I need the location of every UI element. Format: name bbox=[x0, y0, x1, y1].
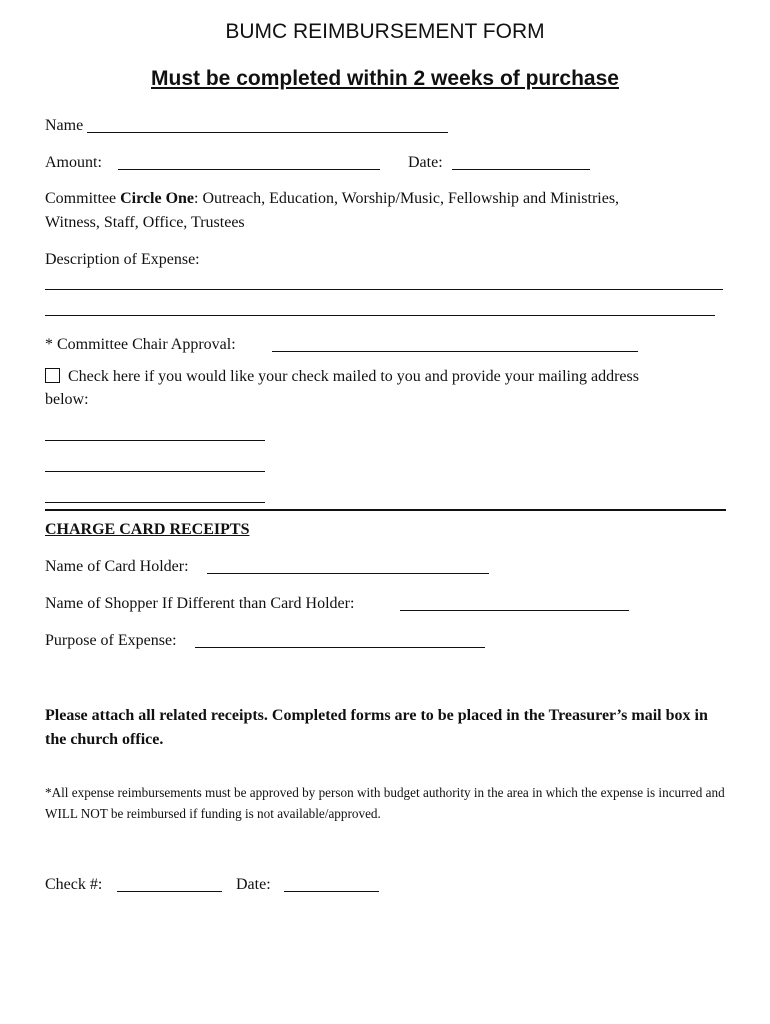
description-line-2[interactable] bbox=[45, 315, 715, 316]
committee-circle-one: Circle One bbox=[120, 190, 195, 207]
name-row bbox=[45, 117, 83, 135]
purpose-field[interactable] bbox=[195, 647, 485, 648]
card-holder-field[interactable] bbox=[207, 573, 489, 574]
address-line-3[interactable] bbox=[45, 502, 265, 503]
shopper-label: Name of Shopper If Different than Card Holder: bbox=[45, 595, 355, 612]
mail-check-text: Check here if you would like your check mailed to you and provide your mailing address bbox=[68, 368, 639, 385]
check-number-field[interactable] bbox=[117, 891, 222, 892]
address-line-1[interactable] bbox=[45, 440, 265, 441]
amount-label: Amount: bbox=[45, 154, 102, 171]
purpose-label: Purpose of Expense: bbox=[45, 632, 177, 649]
footer-date-label: Date: bbox=[236, 876, 271, 893]
description-line-1[interactable] bbox=[45, 289, 723, 290]
mail-check-row bbox=[45, 368, 639, 386]
shopper-field[interactable] bbox=[400, 610, 629, 611]
form-title: BUMC REIMBURSEMENT FORM bbox=[225, 20, 545, 43]
description-label: Description of Expense: bbox=[45, 251, 200, 268]
address-line-2[interactable] bbox=[45, 471, 265, 472]
attach-receipts-notice: Please attach all related receipts. Completed forms are to be placed in the Treasurer’s mail box in the church office. bbox=[45, 707, 708, 748]
amount-field[interactable] bbox=[118, 169, 380, 170]
committee-row bbox=[45, 190, 619, 208]
committee-options: : Outreach, Education, Worship/Music, Fellowship and Ministries, bbox=[194, 190, 620, 207]
name-label: Name bbox=[45, 117, 84, 134]
date-field[interactable] bbox=[452, 169, 590, 170]
form-subtitle: Must be completed within 2 weeks of purchase bbox=[151, 67, 619, 90]
date-label: Date: bbox=[408, 154, 443, 171]
approval-footnote: *All expense reimbursements must be approved by person with budget authority in the area in which the expense is incurred and WILL NOT be reimbursed if funding is not available/approved. bbox=[45, 785, 725, 821]
card-holder-label: Name of Card Holder: bbox=[45, 558, 189, 575]
name-field[interactable] bbox=[87, 132, 448, 133]
check-number-label: Check #: bbox=[45, 876, 103, 893]
footer-date-field[interactable] bbox=[284, 891, 379, 892]
mail-check-checkbox[interactable] bbox=[45, 368, 60, 383]
committee-label: Committee bbox=[45, 190, 121, 207]
approval-field[interactable] bbox=[272, 351, 638, 352]
approval-label: * Committee Chair Approval: bbox=[45, 336, 236, 353]
committee-options-cont: Witness, Staff, Office, Trustees bbox=[45, 214, 245, 231]
charge-card-heading: CHARGE CARD RECEIPTS bbox=[45, 521, 250, 538]
mail-check-text-cont: below: bbox=[45, 391, 89, 408]
section-divider bbox=[45, 509, 726, 511]
